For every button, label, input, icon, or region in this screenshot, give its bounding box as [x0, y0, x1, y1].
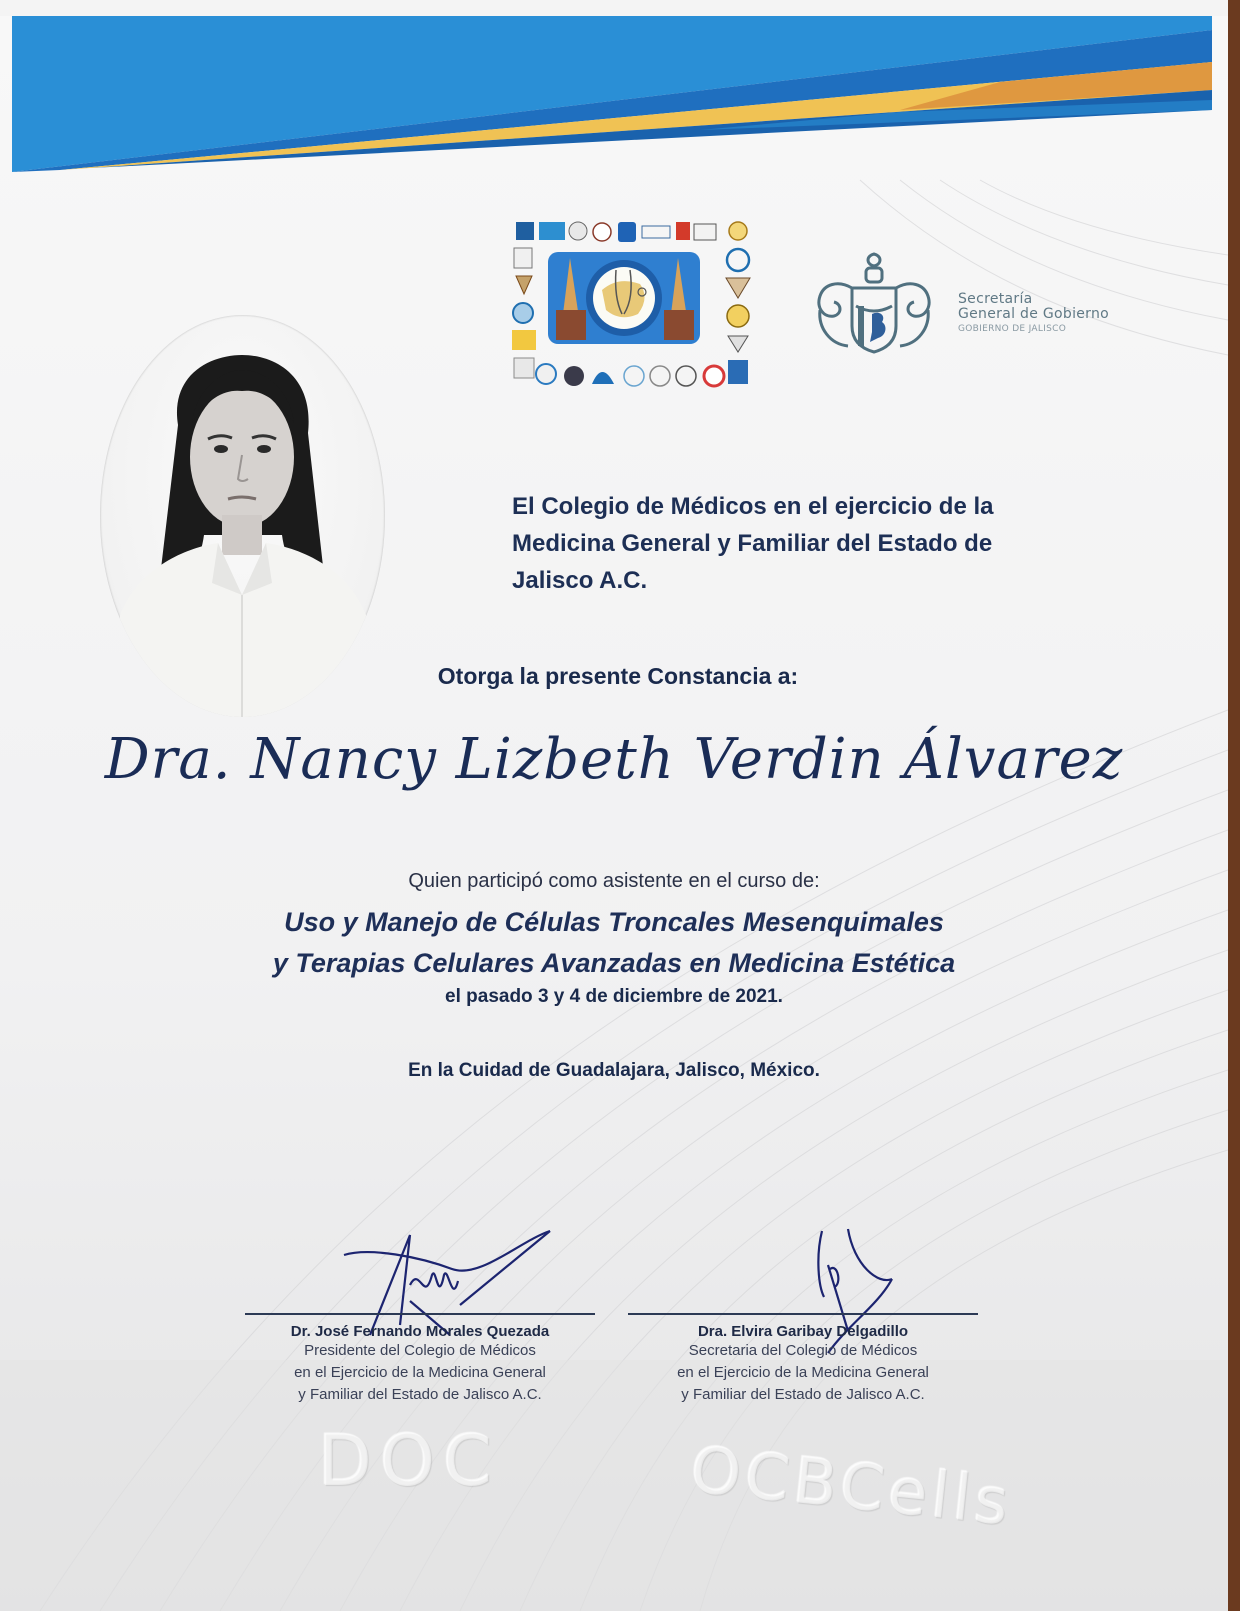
signatory-role-line-2: en el Ejercicio de la Medicina General: [677, 1364, 929, 1381]
participation-text: Quien participó como asistente en el curso de:: [408, 870, 820, 892]
secretaria-text: [958, 292, 1109, 335]
crest-subtitle: GOBIERNO DE JALISCO: [958, 324, 1067, 335]
person-photo-icon: [100, 315, 385, 717]
course-title: [0, 902, 1228, 984]
recipient-portrait: [100, 315, 385, 717]
recipient-name: Dra. Nancy Lizbeth Verdin Álvarez: [104, 727, 1124, 792]
signature-line: [245, 1313, 595, 1315]
embossed-watermark-left: DOC: [318, 1420, 500, 1502]
course-title-line-1: Uso y Manejo de Células Troncales Mesenquimales: [284, 907, 944, 937]
header-banner: [0, 0, 1228, 180]
grants-text: Otorga la presente Constancia a:: [437, 663, 799, 689]
signatory-role-line-1: Presidente del Colegio de Médicos: [304, 1342, 536, 1359]
signatory-name: Dra. Elvira Garibay Delgadillo: [697, 1323, 909, 1340]
issue-location: En la Cuidad de Guadalajara, Jalisco, México.: [408, 1060, 820, 1081]
issuer-line-3: Jalisco A.C.: [512, 567, 648, 594]
signatory-role-line-1: Secretaria del Colegio de Médicos: [688, 1342, 918, 1359]
crest-title-line1: Secretaría: [958, 291, 1033, 307]
signatory-name: Dr. José Fernando Morales Quezada: [290, 1323, 550, 1340]
signatory-president: [245, 1319, 595, 1406]
signatory-role-line-3: y Familiar del Estado de Jalisco A.C.: [681, 1386, 925, 1403]
crest-title-line2: General de Gobierno: [958, 305, 1110, 322]
jalisco-coat-of-arms-icon: [810, 250, 940, 360]
signatory-role-line-2: en el Ejercicio de la Medicina General: [294, 1364, 546, 1381]
issuer-line-2: Medicina General y Familiar del Estado de: [512, 530, 993, 557]
course-dates: el pasado 3 y 4 de diciembre de 2021.: [445, 986, 783, 1007]
issuer-name: [512, 488, 1072, 599]
secretaria-gobierno-logo: [810, 250, 1130, 360]
issuer-line-1: El Colegio de Médicos en el ejercicio de la: [512, 493, 994, 520]
embossed-watermark-right: OCBCells: [687, 1433, 1016, 1541]
signatory-secretary: [628, 1319, 978, 1406]
signatory-role-line-3: y Familiar del Estado de Jalisco A.C.: [298, 1386, 542, 1403]
course-title-line-2: y Terapias Celulares Avanzadas en Medicina Estética: [272, 948, 956, 978]
signature-line: [628, 1313, 978, 1315]
college-logo-collage: [510, 218, 765, 396]
